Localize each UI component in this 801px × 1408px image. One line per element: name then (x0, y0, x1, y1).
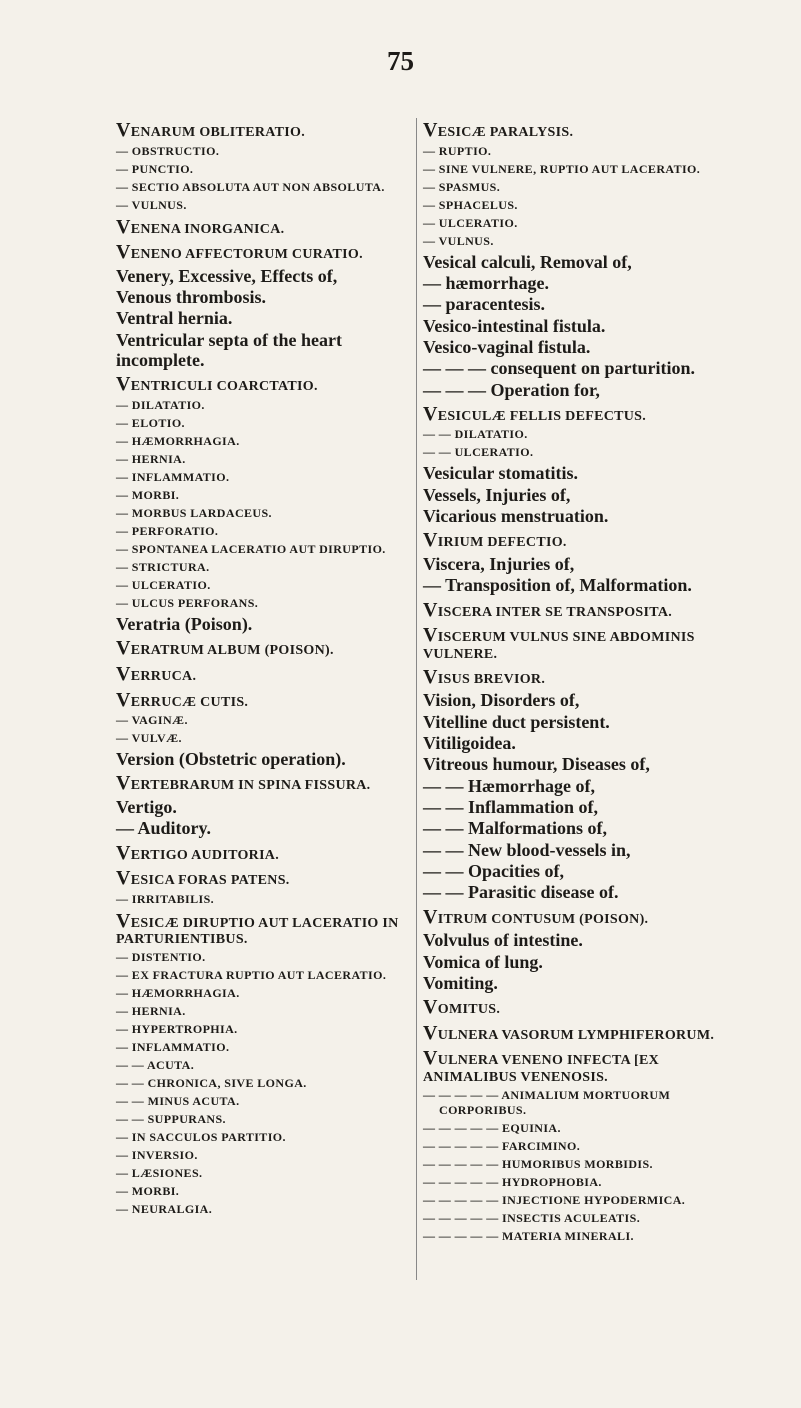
index-entry: Vitiligoidea. (423, 732, 516, 753)
index-entry: — — — — — ANIMALIUM MORTUORUM CORPORIBUS. (423, 1087, 671, 1117)
index-entry: — SPHACELUS. (423, 197, 518, 212)
index-entry: Ventral hernia. (116, 308, 233, 329)
index-entry: — SPONTANEA LACERATIO AUT DIRUPTIO. (116, 542, 386, 557)
index-entry: — INVERSIO. (116, 1148, 198, 1163)
index-entry: — — Parasitic disease of. (423, 882, 619, 903)
index-entry: — MORBUS LARDACEUS. (116, 506, 272, 521)
right-column (423, 116, 745, 1247)
index-entry: — HÆMORRHAGIA. (116, 986, 240, 1001)
index-entry: VESICA FORAS PATENS. (116, 867, 290, 890)
index-entry: VISCERUM VULNUS SINE ABDOMINIS VULNERE. (423, 624, 695, 662)
index-entry: Version (Obstetric operation). (116, 749, 346, 770)
index-entry: — OBSTRUCTIO. (116, 143, 220, 158)
index-entry: — ELOTIO. (116, 416, 185, 431)
index-entry: — Auditory. (116, 818, 212, 839)
column-divider (416, 118, 417, 1280)
index-entry: Vomica of lung. (423, 951, 543, 972)
index-entry: VESICÆ DIRUPTIO AUT LACERATIO IN PARTURIENTIBUS. (116, 909, 399, 948)
index-entry: — DILATATIO. (116, 398, 205, 413)
index-entry: Ventricular septa of the heart incomplete. (116, 329, 342, 371)
index-entry: — — Opacities of, (423, 860, 564, 881)
index-entry: — STRICTURA. (116, 560, 210, 575)
index-entry: — — SUPPURANS. (116, 1112, 226, 1127)
index-entry: — VULNUS. (116, 197, 187, 212)
index-entry: — — New blood-vessels in, (423, 839, 631, 860)
index-entry: — MORBI. (116, 488, 180, 503)
index-entry: — IRRITABILIS. (116, 891, 215, 906)
index-entry: — NEURALGIA. (116, 1202, 213, 1217)
index-entry: VISUS BREVIOR. (423, 665, 546, 688)
index-entry: — — — — — FARCIMINO. (423, 1138, 581, 1153)
index-entry: — — ACUTA. (116, 1058, 195, 1073)
index-entry: VERTIGO AUDITORIA. (116, 841, 280, 864)
index-entry: VERTEBRARUM IN SPINA FISSURA. (116, 772, 371, 795)
index-entry: VENENA INORGANICA. (116, 215, 285, 238)
index-entry: Vision, Disorders of, (423, 690, 580, 711)
index-entry: — paracentesis. (423, 294, 545, 315)
index-entry: VESICULÆ FELLIS DEFECTUS. (423, 402, 647, 425)
index-entry: — INFLAMMATIO. (116, 1040, 230, 1055)
index-entry: Vesico-vaginal fistula. (423, 336, 591, 357)
index-entry: — MORBI. (116, 1184, 180, 1199)
index-entry: Vesical calculi, Removal of, (423, 251, 632, 272)
index-entry: — — MINUS ACUTA. (116, 1094, 240, 1109)
index-entry: VERRUCA. (116, 662, 197, 685)
index-entry: VOMITUS. (423, 996, 501, 1019)
index-entry: VERRUCÆ CUTIS. (116, 688, 249, 711)
index-entry: Volvulus of intestine. (423, 930, 583, 951)
index-entry: — hæmorrhage. (423, 272, 549, 293)
index-entry: VIRIUM DEFECTIO. (423, 529, 567, 552)
index-entry: — — Hæmorrhage of, (423, 775, 595, 796)
index-entry: — HERNIA. (116, 1004, 186, 1019)
index-entry: — DISTENTIO. (116, 950, 206, 965)
index-entry: — ULCERATIO. (116, 578, 211, 593)
index-entry: — SECTIO ABSOLUTA AUT NON ABSOLUTA. (116, 179, 385, 194)
index-entry: — HERNIA. (116, 452, 186, 467)
index-entry: VULNERA VENENO INFECTA [EX ANIMALIBUS VENENOSIS. (423, 1047, 660, 1085)
index-entry: — — — — — HYDROPHOBIA. (423, 1174, 602, 1189)
index-entry: — Transposition of, Malformation. (423, 575, 692, 596)
index-entry: Vomiting. (423, 972, 498, 993)
index-entry: — — — — — EQUINIA. (423, 1120, 561, 1135)
index-entry: Vessels, Injuries of, (423, 484, 571, 505)
index-entry: — VAGINÆ. (116, 713, 188, 728)
index-entry: VULNERA VASORUM LYMPHIFERORUM. (423, 1021, 715, 1044)
index-entry: — VULVÆ. (116, 731, 182, 746)
index-entry: — PUNCTIO. (116, 161, 194, 176)
index-entry: — — — — — INSECTIS ACULEATIS. (423, 1210, 641, 1225)
index-entry: VENARUM OBLITERATIO. (116, 119, 305, 141)
index-entry: — INFLAMMATIO. (116, 470, 230, 485)
index-entry: VITRUM CONTUSUM (POISON). (423, 905, 649, 928)
index-entry: — ULCUS PERFORANS. (116, 596, 259, 611)
index-entry: — — Malformations of, (423, 818, 607, 839)
index-entry: — IN SACCULOS PARTITIO. (116, 1130, 286, 1145)
index-entry: — — — Operation for, (423, 379, 600, 400)
index-entry: — — ULCERATIO. (423, 445, 534, 460)
index-entry: — LÆSIONES. (116, 1166, 203, 1181)
index-entry: — HYPERTROPHIA. (116, 1022, 238, 1037)
index-entry: Vertigo. (116, 797, 177, 818)
index-entry: — — CHRONICA, SIVE LONGA. (116, 1076, 307, 1091)
index-entry: VERATRUM ALBUM (POISON). (116, 637, 334, 660)
index-entry: Veratria (Poison). (116, 614, 253, 635)
index-entry: — PERFORATIO. (116, 524, 219, 539)
index-entry: — — — — — HUMORIBUS MORBIDIS. (423, 1156, 653, 1171)
index-entry: Vitreous humour, Diseases of, (423, 754, 650, 775)
index-entry: — ULCERATIO. (423, 215, 518, 230)
index-entry: VISCERA INTER SE TRANSPOSITA. (423, 598, 673, 621)
index-entry: VENENO AFFECTORUM CURATIO. (116, 241, 363, 264)
index-entry: — EX FRACTURA RUPTIO AUT LACERATIO. (116, 968, 387, 983)
index-entry: — SPASMUS. (423, 179, 501, 194)
page-number: 75 (387, 46, 414, 76)
index-entry: Venery, Excessive, Effects of, (116, 265, 338, 286)
index-entry: — RUPTIO. (423, 143, 492, 158)
index-entry: — — — — — MATERIA MINERALI. (423, 1228, 634, 1243)
index-entry: — HÆMORRHAGIA. (116, 434, 240, 449)
index-entry: — — — — — INJECTIONE HYPODERMICA. (423, 1192, 686, 1207)
index-entry: — — Inflammation of, (423, 796, 598, 817)
index-entry: Vitelline duct persistent. (423, 711, 610, 732)
left-column (116, 116, 416, 1220)
index-entry: Vesico-intestinal fistula. (423, 315, 606, 336)
index-entry: VESICÆ PARALYSIS. (423, 119, 574, 141)
index-entry: Venous thrombosis. (116, 287, 267, 308)
index-entry: — SINE VULNERE, RUPTIO AUT LACERATIO. (423, 161, 701, 176)
index-entry: — VULNUS. (423, 233, 494, 248)
index-entry: Vicarious menstruation. (423, 506, 609, 527)
index-entry: VENTRICULI COARCTATIO. (116, 373, 318, 396)
index-entry: — — — consequent on parturition. (423, 358, 696, 379)
index-entry: — — DILATATIO. (423, 427, 528, 442)
index-entry: Vesicular stomatitis. (423, 463, 578, 484)
index-entry: Viscera, Injuries of, (423, 554, 575, 575)
